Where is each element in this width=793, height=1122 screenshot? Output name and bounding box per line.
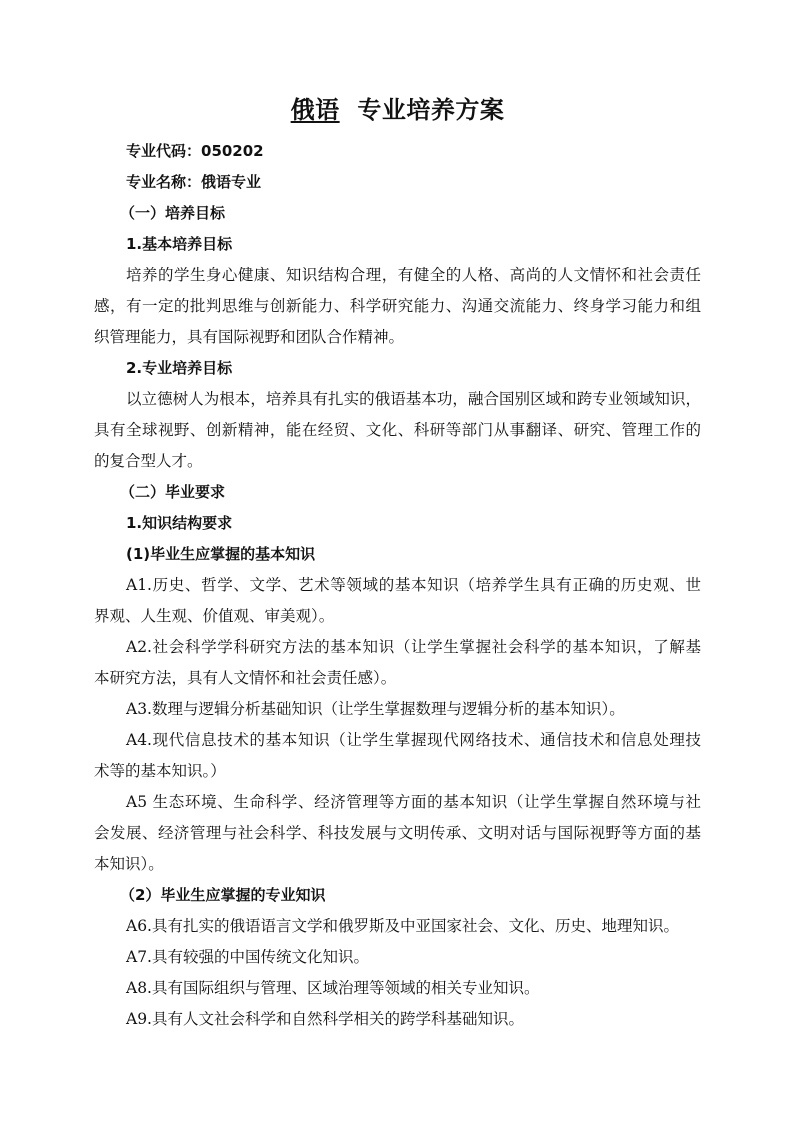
paragraph-line: 以立德树人为根本，培养具有扎实的俄语基本功，融合国别区域和跨专业领域知识， [126,390,701,408]
item-a4-line: A4.现代信息技术的基本知识（让学生掌握现代网络技术、通信技术和信息处理技 [126,731,701,749]
paragraph-line: 的复合型人才。 [94,452,203,470]
item-a8: A8.具有国际组织与管理、区域治理等领域的相关专业知识。 [126,979,540,997]
item-a5-line: 本知识）。 [94,855,164,873]
subheading-knowledge-structure: 1.知识结构要求 [126,514,233,532]
subheading-professional-goals: 2.专业培养目标 [126,359,233,377]
item-a6: A6.具有扎实的俄语语言文学和俄罗斯及中亚国家社会、文化、历史、地理知识。 [126,917,679,935]
item-a2-line: 本研究方法，具有人文情怀和社会责任感）。 [94,669,397,687]
subheading-professional-knowledge: （2）毕业生应掌握的专业知识 [120,886,326,904]
major-code: 专业代码：050202 [126,142,264,160]
item-a1-line: A1.历史、哲学、文学、艺术等领域的基本知识（培养学生具有正确的历史观、世 [126,576,701,594]
section-heading-goals: （一）培养目标 [120,204,226,222]
item-a7: A7.具有较强的中国传统文化知识。 [126,948,369,966]
title-rest: 专业培养方案 [357,96,505,124]
item-a4-line: 术等的基本知识。） [94,762,226,780]
item-a5-line: A5 生态环境、生命科学、经济管理等方面的基本知识（让学生掌握自然环境与社 [126,793,701,811]
paragraph-line: 培养的学生身心健康、知识结构合理，有健全的人格、高尚的人文情怀和社会责任 [126,266,701,284]
item-a5-line: 会发展、经济管理与社会科学、科技发展与文明传承、文明对话与国际视野等方面的基 [94,824,701,842]
item-a1-line: 界观、人生观、价值观、审美观）。 [94,607,335,625]
major-name: 专业名称：俄语专业 [126,173,262,191]
paragraph-line: 织管理能力，具有国际视野和团队合作精神。 [94,328,405,346]
item-a2-line: A2.社会科学学科研究方法的基本知识（让学生掌握社会科学的基本知识，了解基 [126,638,701,656]
paragraph-line: 具有全球视野、创新精神，能在经贸、文化、科研等部门从事翻译、研究、管理工作的 [94,421,701,439]
title-major: 俄语 [290,96,340,124]
subheading-basic-goals: 1.基本培养目标 [126,235,233,253]
page-title [94,92,701,128]
section-heading-requirements: （二）毕业要求 [120,483,226,501]
paragraph-line: 感，有一定的批判思维与创新能力、科学研究能力、沟通交流能力、终身学习能力和组 [94,297,701,315]
item-a3-line: A3.数理与逻辑分析基础知识（让学生掌握数理与逻辑分析的基本知识）。 [126,700,625,718]
subheading-basic-knowledge: (1)毕业生应掌握的基本知识 [126,545,316,563]
document-body [94,136,701,1035]
item-a9: A9.具有人文社会科学和自然科学相关的跨学科基础知识。 [126,1010,524,1028]
